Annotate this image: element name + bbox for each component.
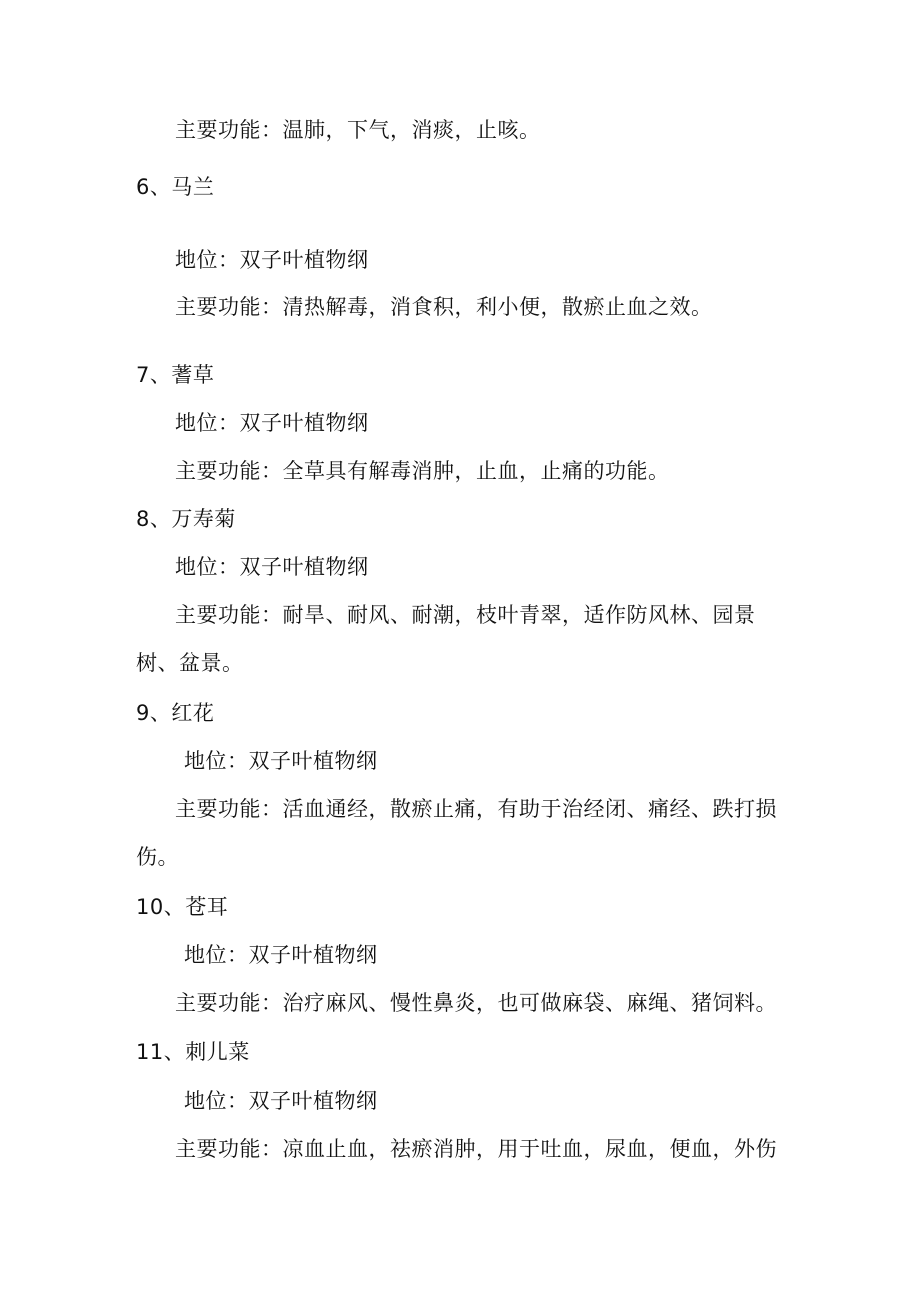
entry-9-heading: 9、红花 — [136, 701, 215, 725]
entry-11-status: 地位：双子叶植物纲 — [184, 1089, 378, 1113]
entry-8-heading: 8、万寿菊 — [136, 507, 236, 531]
entry-5-function: 主要功能：温肺，下气，消痰，止咳。 — [175, 118, 541, 142]
entry-10-function: 主要功能：治疗麻风、慢性鼻炎，也可做麻袋、麻绳、猪饲料。 — [175, 991, 777, 1015]
entry-7-function: 主要功能：全草具有解毒消肿，止血，止痛的功能。 — [175, 459, 670, 483]
entry-11-function: 主要功能：凉血止血，祛瘀消肿，用于吐血，尿血，便血，外伤 — [175, 1137, 777, 1161]
entry-7-status: 地位：双子叶植物纲 — [175, 411, 369, 435]
entry-8-function-continued: 树、盆景。 — [136, 651, 244, 675]
entry-10-heading: 10、苍耳 — [136, 895, 229, 919]
entry-7-heading: 7、蓍草 — [136, 363, 215, 387]
entry-6-function: 主要功能：清热解毒，消食积，利小便，散瘀止血之效。 — [175, 295, 713, 319]
entry-10-status: 地位：双子叶植物纲 — [184, 943, 378, 967]
entry-8-function: 主要功能：耐旱、耐风、耐潮，枝叶青翠，适作防风林、园景 — [175, 603, 756, 627]
entry-8-status: 地位：双子叶植物纲 — [175, 555, 369, 579]
entry-9-status: 地位：双子叶植物纲 — [184, 749, 378, 773]
entry-6-heading: 6、马兰 — [136, 175, 215, 199]
entry-11-heading: 11、刺儿菜 — [136, 1040, 250, 1064]
entry-9-function: 主要功能：活血通经，散瘀止痛，有助于治经闭、痛经、跌打损 — [175, 797, 777, 821]
entry-9-function-continued: 伤。 — [136, 845, 179, 869]
entry-6-status: 地位：双子叶植物纲 — [175, 248, 369, 272]
